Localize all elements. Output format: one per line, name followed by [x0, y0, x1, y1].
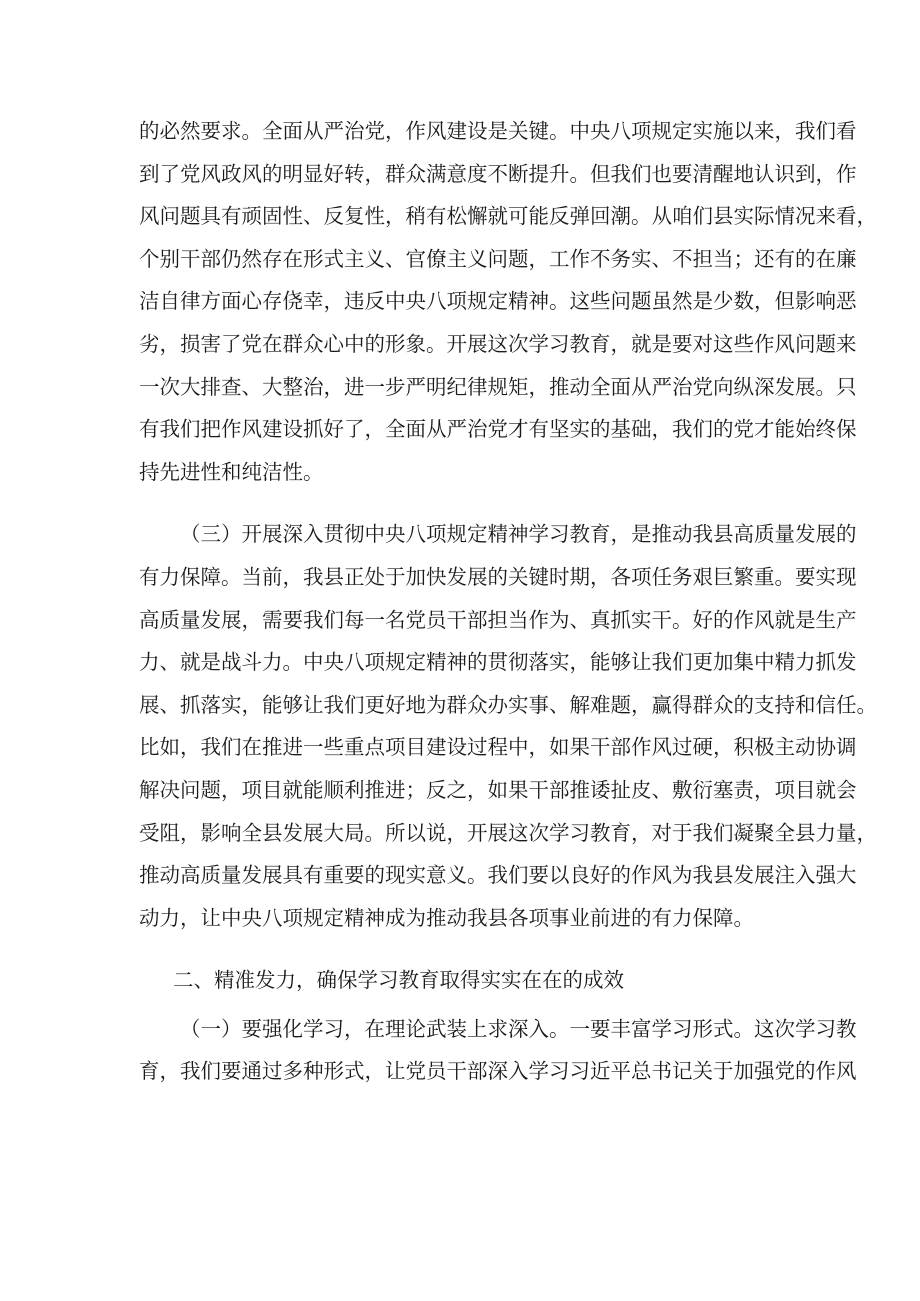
section-heading: [139, 959, 787, 1002]
paragraph-section-one: [139, 1008, 857, 1051]
text-line: 比如，我们在推进一些重点项目建设过程中，如果干部作风过硬，积极主动协调: [139, 735, 857, 760]
text-line: 力、就是战斗力。中央八项规定精神的贯彻落实，能够让我们更加集中精力抓发: [139, 650, 857, 675]
text-line: 风问题具有顽固性、反复性，稍有松懈就可能反弹回潮。从咱们县实际情况来看，: [139, 204, 877, 229]
document-page: [139, 110, 877, 1093]
text-line: 有我们把作风建设抓好了，全面从严治党才有坚实的基础，我们的党才能始终保: [139, 417, 857, 442]
text-line: 受阻，影响全县发展大局。所以说，开展这次学习教育，对于我们凝聚全县力量，: [139, 820, 877, 845]
text-line: 高质量发展，需要我们每一名党员干部担当作为、真抓实干。好的作风就是生产: [139, 607, 857, 632]
text-line: （三）开展深入贯彻中央八项规定精神学习教育，是推动我县高质量发展的: [180, 522, 857, 547]
paragraph-section-three: [139, 513, 857, 556]
paragraph-section-one-body: [139, 1050, 857, 1093]
paragraph-section-three-body: [139, 556, 877, 939]
text-line: 到了党风政风的明显好转，群众满意度不断提升。但我们也要清醒地认识到，作: [139, 161, 857, 186]
text-line: 推动高质量发展具有重要的现实意义。我们要以良好的作风为我县发展注入强大: [139, 863, 857, 888]
text-line: 一次大排查、大整治，进一步严明纪律规矩，推动全面从严治党向纵深发展。只: [139, 374, 857, 399]
text-line: 动力，让中央八项规定精神成为推动我县各项事业前进的有力保障。: [139, 905, 754, 930]
text-line: 育，我们要通过多种形式，让党员干部深入学习习近平总书记关于加强党的作风: [139, 1059, 857, 1084]
text-line: 劣，损害了党在群众心中的形象。开展这次学习教育，就是要对这些作风问题来: [139, 331, 857, 356]
text-line: 洁自律方面心存侥幸，违反中央八项规定精神。这些问题虽然是少数，但影响恶: [139, 289, 857, 314]
text-line: 个别干部仍然存在形式主义、官僚主义问题，工作不务实、不担当；还有的在廉: [139, 246, 857, 271]
text-line: 的必然要求。全面从严治党，作风建设是关键。中央八项规定实施以来，我们看: [139, 119, 857, 143]
heading-text: 二、精准发力，确保学习教育取得实实在在的成效: [173, 968, 624, 993]
paragraph-spacing: [139, 493, 787, 513]
text-line: 解决问题，项目就能顺利推进；反之，如果干部推诿扯皮、敷衍塞责，项目就会: [139, 777, 857, 802]
paragraph-spacing: [139, 939, 787, 959]
text-line: （一）要强化学习，在理论武装上求深入。一要丰富学习形式。这次学习教: [180, 1016, 857, 1041]
text-line: 持先进性和纯洁性。: [139, 459, 324, 484]
text-line: 有力保障。当前，我县正处于加快发展的关键时期，各项任务艰巨繁重。要实现: [139, 564, 857, 589]
paragraph-continuation: [139, 110, 877, 493]
text-line: 展、抓落实，能够让我们更好地为群众办实事、解难题，赢得群众的支持和信任。: [139, 692, 877, 717]
